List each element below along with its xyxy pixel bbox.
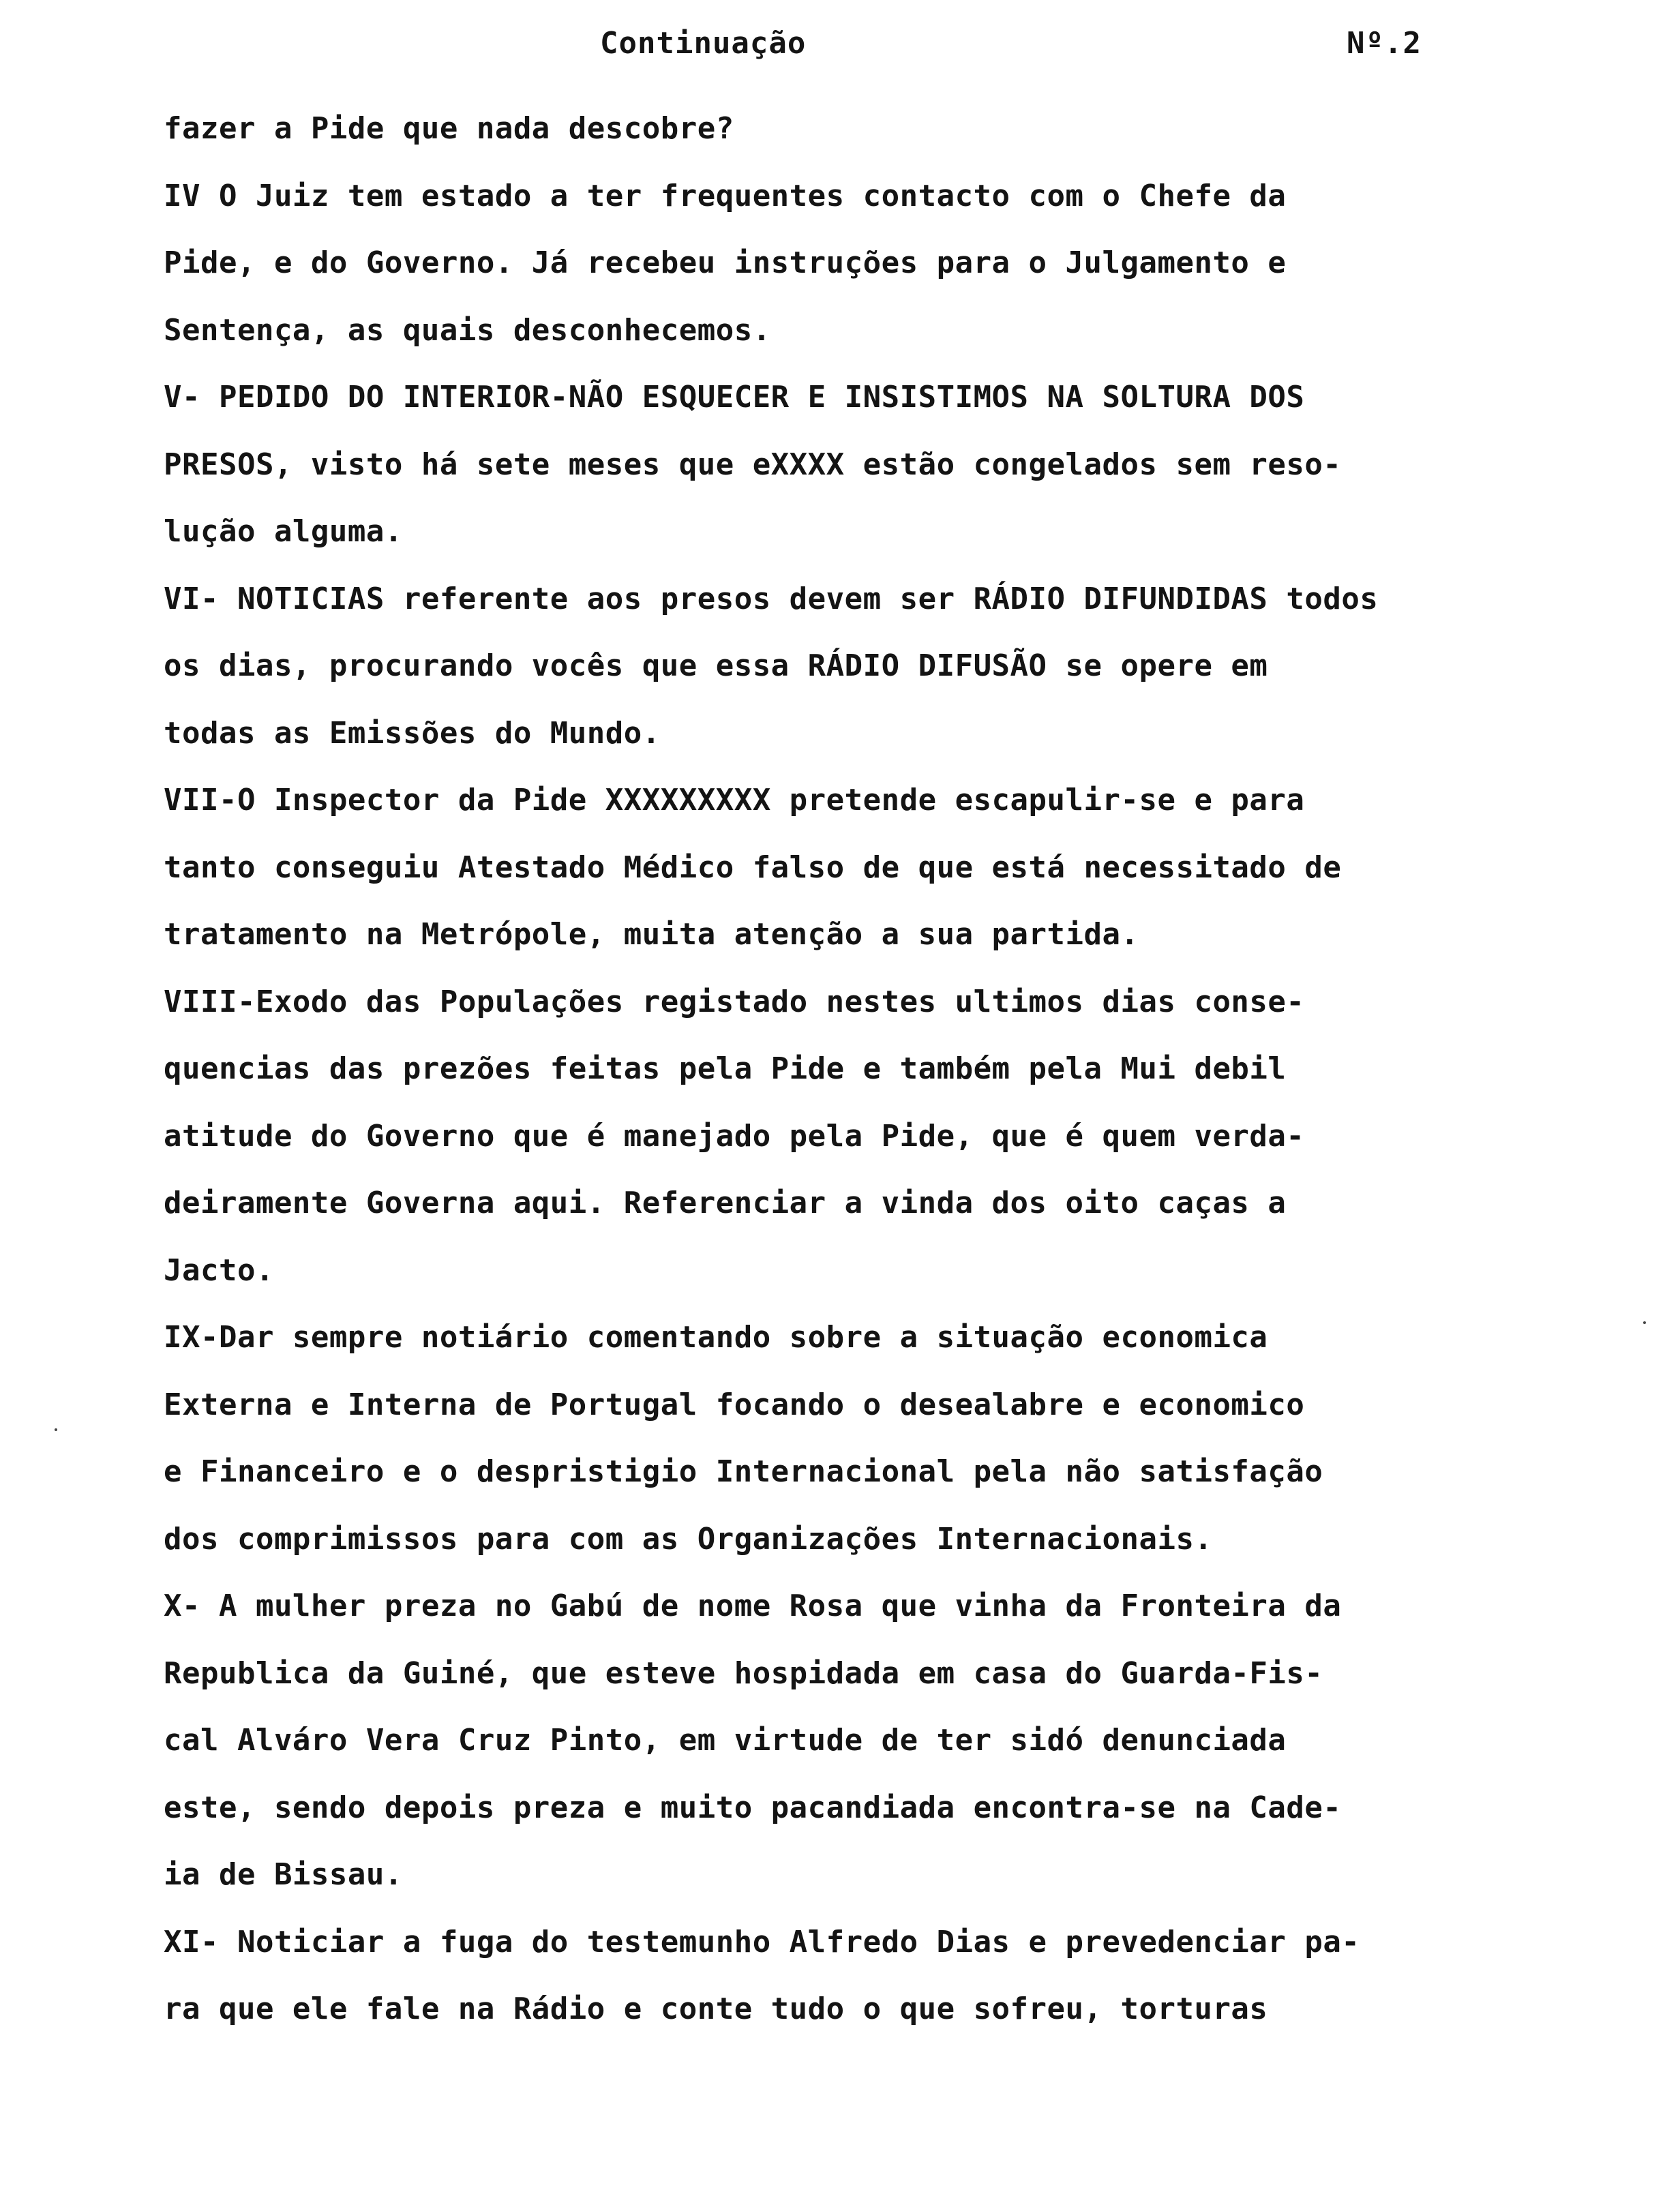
text-line: XI- Noticiar a fuga do testemunho Alfredo Dias e prevedenciar pa- [164, 1924, 1360, 1959]
text-line: este, sendo depois preza e muito pacandiada encontra-se na Cade- [164, 1790, 1342, 1825]
text-line: dos comprimissos para com as Organizações Internacionais. [164, 1521, 1213, 1557]
paper-speck [1643, 1321, 1646, 1324]
text-line: Externa e Interna de Portugal focando o desealabre e economico [164, 1387, 1305, 1422]
text-line: os dias, procurando vocês que essa RÁDIO DIFUSÃO se opere em [164, 648, 1268, 683]
page-title: Continuação [600, 26, 807, 61]
text-line: PRESOS, visto há sete meses que eXXXX estão congelados sem reso- [164, 447, 1342, 482]
text-line: fazer a Pide que nada descobre? [164, 111, 734, 146]
text-line: deiramente Governa aqui. Referenciar a vinda dos oito caças a [164, 1186, 1287, 1220]
text-line: Pide, e do Governo. Já recebeu instruções para o Julgamento e [164, 245, 1287, 280]
text-line: IX-Dar sempre notiário comentando sobre a situação economica [164, 1320, 1268, 1355]
text-line: Republica da Guiné, que esteve hospidada em casa do Guarda-Fis- [164, 1655, 1323, 1691]
text-line: atitude do Governo que é manejado pela Pide, que é quem verda- [164, 1118, 1305, 1154]
text-line: todas as Emissões do Mundo. [164, 715, 661, 751]
text-line: IV O Juiz tem estado a ter frequentes contacto com o Chefe da [164, 178, 1287, 213]
text-line: VIII-Exodo das Populações registado nestes ultimos dias conse- [164, 984, 1305, 1019]
paper-speck [55, 1428, 57, 1431]
text-line: X- A mulher preza no Gabú de nome Rosa que vinha da Fronteira da [164, 1589, 1342, 1623]
page-number: Nº.2 [1347, 26, 1422, 61]
text-line: V- PEDIDO DO INTERIOR-NÃO ESQUECER E INSISTIMOS NA SOLTURA DOS [164, 380, 1305, 415]
text-line: cal Alváro Vera Cruz Pinto, em virtude de ter sidó denunciada [164, 1723, 1287, 1758]
text-line: tratamento na Metrópole, muita atenção a sua partida. [164, 917, 1139, 952]
text-line: lução alguma. [164, 514, 403, 549]
text-line: quencias das prezões feitas pela Pide e também pela Mui debil [164, 1051, 1287, 1086]
text-line: e Financeiro e o despristigio Internacional pela não satisfação [164, 1454, 1323, 1489]
text-line: ia de Bissau. [164, 1857, 403, 1892]
text-line: tanto conseguiu Atestado Médico falso de que está necessitado de [164, 850, 1342, 885]
text-line: VI- NOTICIAS referente aos presos devem ser RÁDIO DIFUNDIDAS todos [164, 581, 1379, 616]
document-body [164, 95, 1527, 2043]
text-line: Jacto. [164, 1252, 274, 1288]
text-line: ra que ele fale na Rádio e conte tudo o que sofreu, torturas [164, 1992, 1268, 2026]
text-line: VII-O Inspector da Pide XXXXXXXXX pretende escapulir-se e para [164, 783, 1305, 817]
text-line: Sentença, as quais desconhecemos. [164, 312, 771, 348]
page-header [0, 26, 1680, 74]
